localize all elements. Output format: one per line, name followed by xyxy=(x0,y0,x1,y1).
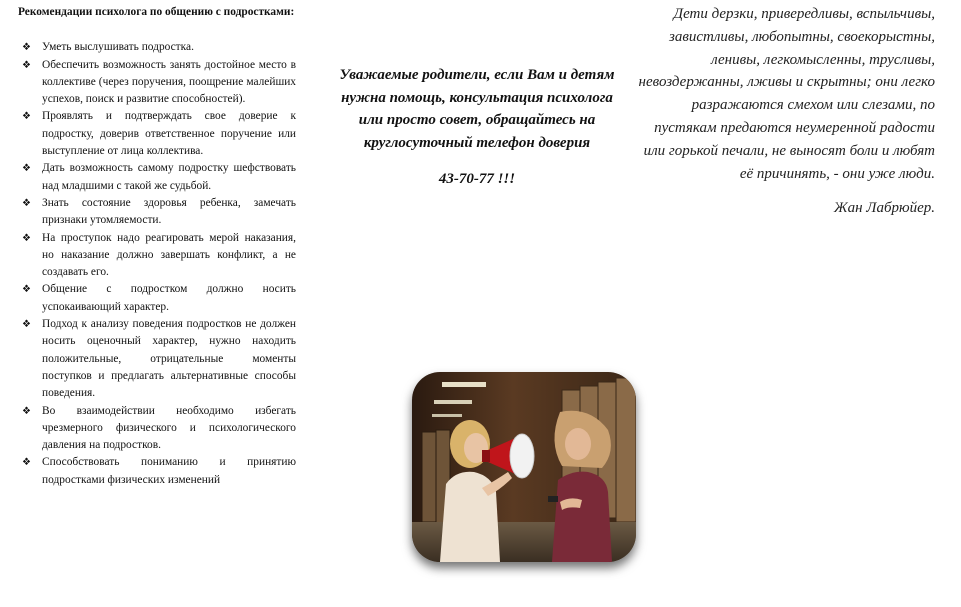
parents-appeal-column xyxy=(332,64,622,191)
list-item: ❖ Общение с подростком должно носить успокаивающий характер. xyxy=(22,283,296,313)
diamond-bullet-icon: ❖ xyxy=(22,405,31,417)
list-item: ❖ Способствовать пониманию и принятию подростками физических изменений xyxy=(22,456,296,486)
list-item: ❖ Дать возможность самому подростку шефствовать над младшими с такой же судьбой. xyxy=(22,162,296,192)
recommendations-column xyxy=(18,4,296,489)
list-item: ❖ Уметь выслушивать подростка. xyxy=(42,39,296,56)
diamond-bullet-icon: ❖ xyxy=(22,284,31,296)
list-item: ❖ Проявлять и подтверждать свое доверие к подростку, доверив ответственное поручение или выступление от лица коллектива. xyxy=(22,110,296,158)
diamond-bullet-icon: ❖ xyxy=(22,163,31,175)
recommendations-list xyxy=(18,39,296,489)
list-item: ❖ Во взаимодействии необходимо избегать чрезмерного физического и психологического давления на подростков. xyxy=(22,404,296,452)
diamond-bullet-icon: ❖ xyxy=(22,59,31,71)
diamond-bullet-icon: ❖ xyxy=(22,319,31,331)
list-item: ❖ Знать состояние здоровья ребенка, замечать признаки утомляемости. xyxy=(22,196,296,227)
diamond-bullet-icon: ❖ xyxy=(22,111,31,123)
diamond-bullet-icon: ❖ xyxy=(22,457,31,469)
list-item: ❖ Подход к анализу поведения подростков не должен носить оценочный характер, нужно находить положительные, отрицательные моменты поступков и предлагать альтернативные способы поведения. xyxy=(22,318,296,400)
diamond-bullet-icon: ❖ xyxy=(22,232,31,244)
parents-appeal-text: Уважаемые родители, если Вам и детям нужна помощь, консультация психолога или просто совет, обращайтесь на круглосуточный телефон доверия xyxy=(339,67,615,151)
quote-author: Жан Лабрюйер. xyxy=(833,200,935,217)
hotline-phone: 43-70-77 !!! xyxy=(438,171,516,188)
diamond-bullet-icon: ❖ xyxy=(22,197,31,209)
megaphone-photo xyxy=(412,372,636,562)
quote-text: Дети дерзки, привередливы, вспыльчивы, завистливы, любопытны, своекорыстны, ленивы, легкомысленны, трусливы, невоздержанны, лживы и скрытны; они легко разражаются смехом или слезами, по пустякам предаются неумеренной радости или горькой печали, не выносят боли и любят её причинять, - они уже люди. xyxy=(638,6,935,182)
recommendations-heading: Рекомендации психолога по общению с подростками: xyxy=(18,6,295,18)
quote-column xyxy=(635,3,935,220)
list-item: ❖ Обеспечить возможность занять достойное место в коллективе (через поручения, поощрение малейших успехов, поиск и развитие способностей). xyxy=(22,58,296,106)
diamond-bullet-icon: ❖ xyxy=(22,42,31,54)
list-item: ❖ На проступок надо реагировать мерой наказания, но наказание должно завершать конфликт, а не создавать его. xyxy=(22,231,296,279)
